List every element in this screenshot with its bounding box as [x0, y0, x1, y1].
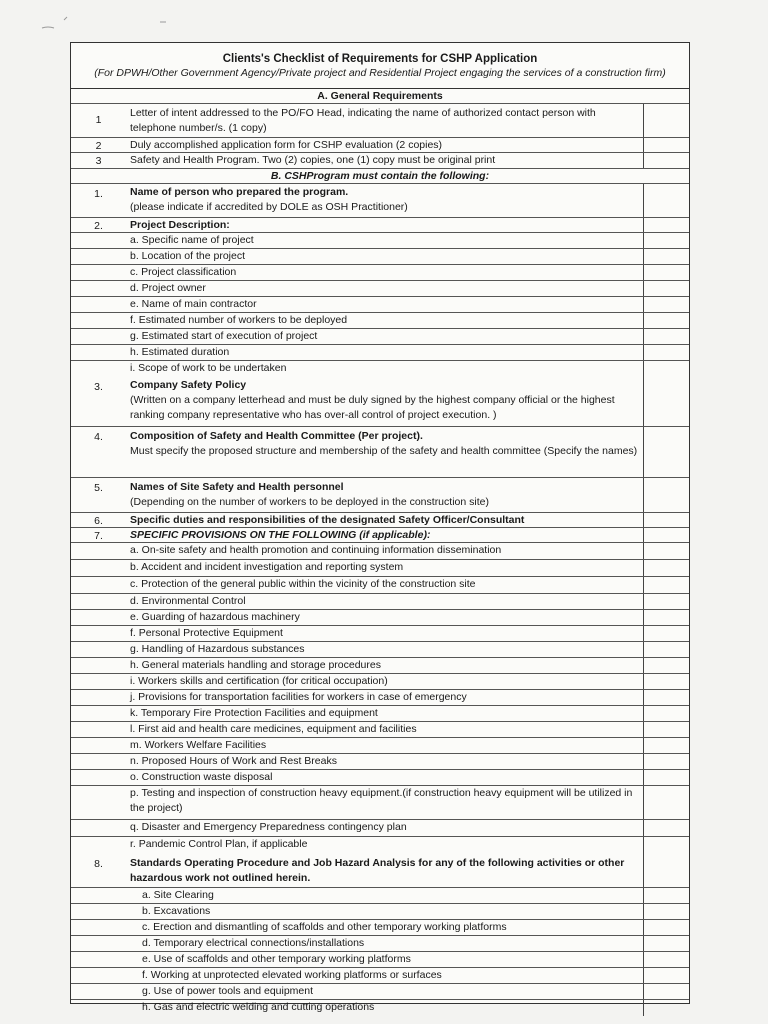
sub-item-text: d. Temporary electrical connections/installations [142, 937, 365, 949]
table-row [71, 674, 689, 690]
sub-item-text: h. Gas and electric welding and cutting operations [142, 1001, 375, 1013]
item-number: 1. [94, 188, 103, 200]
sub-item-text: b. Excavations [142, 905, 211, 917]
checkbox-cell[interactable] [643, 138, 689, 152]
item-number: 7. [94, 530, 103, 542]
item-note: (Depending on the number of workers to be deployed in the construction site) [130, 496, 489, 508]
checkbox-cell[interactable] [643, 218, 689, 232]
item-number-blank [71, 361, 126, 377]
item-number-blank [71, 904, 126, 919]
item-number-blank [71, 577, 126, 593]
item-number: 6. [94, 515, 103, 527]
item-number-blank [71, 706, 126, 721]
checkbox-cell[interactable] [643, 837, 689, 854]
table-row [71, 904, 689, 920]
table-row [71, 560, 689, 577]
item-text: Project Description: [130, 219, 230, 231]
item-number-blank [71, 968, 126, 983]
specific-provisions-list [71, 543, 689, 854]
item-number-blank [71, 594, 126, 609]
item-number-blank [71, 820, 126, 836]
table-row [71, 513, 689, 528]
sub-item-text: g. Handling of Hazardous substances [130, 643, 305, 655]
item-number-blank [71, 658, 126, 673]
sub-item-text: e. Use of scaffolds and other temporary working platforms [142, 953, 411, 965]
sub-item-text: r. Pandemic Control Plan, if applicable [130, 838, 308, 850]
table-row [71, 104, 689, 138]
item-note: (please indicate if accredited by DOLE as OSH Practitioner) [130, 201, 408, 213]
checkbox-cell[interactable] [643, 936, 689, 951]
table-row [71, 265, 689, 281]
checkbox-cell[interactable] [643, 706, 689, 721]
item-number-blank [71, 610, 126, 625]
table-row [71, 786, 689, 820]
item-number-blank [71, 837, 126, 854]
checkbox-cell[interactable] [643, 904, 689, 919]
form-header [71, 43, 689, 89]
item-number: 2. [94, 220, 103, 232]
checkbox-cell[interactable] [643, 674, 689, 689]
item-text: Duly accomplished application form for CSHP evaluation (2 copies) [130, 139, 443, 151]
table-row [71, 233, 689, 249]
checkbox-cell[interactable] [643, 642, 689, 657]
table-row [71, 770, 689, 786]
checkbox-cell[interactable] [643, 610, 689, 625]
table-row [71, 249, 689, 265]
table-row [71, 610, 689, 626]
item-number-blank [71, 936, 126, 951]
section-b-heading [71, 169, 689, 184]
item-number: 8. [94, 858, 103, 870]
item-text: Name of person who prepared the program. [130, 186, 349, 198]
table-row [71, 377, 689, 427]
table-row [71, 984, 689, 1000]
item-content [126, 377, 643, 426]
checkbox-cell[interactable] [643, 377, 689, 426]
item-number-blank [71, 674, 126, 689]
sop-activities-list [71, 888, 689, 1016]
item-number-blank [71, 786, 126, 819]
item-number-blank [71, 626, 126, 641]
item-number-blank [71, 345, 126, 360]
sub-item-text: f. Personal Protective Equipment [130, 627, 283, 639]
table-row [71, 738, 689, 754]
table-row [71, 936, 689, 952]
item-number-blank [71, 249, 126, 264]
item-number-blank [71, 313, 126, 328]
table-row [71, 528, 689, 543]
item-number-blank [71, 265, 126, 280]
sub-item-text: a. On-site safety and health promotion and continuing information dissemination [130, 544, 502, 556]
table-row [71, 361, 689, 377]
checkbox-cell[interactable] [643, 770, 689, 785]
item-content [126, 427, 643, 477]
sub-item-text: i. Workers skills and certification (for critical occupation) [130, 675, 388, 687]
sub-item-text: a. Site Clearing [142, 889, 214, 901]
checkbox-cell[interactable] [643, 968, 689, 983]
table-row [71, 968, 689, 984]
sub-item-text: b. Location of the project [130, 250, 245, 262]
form-title: Clients's Checklist of Requirements for CSHP Application [222, 53, 538, 65]
table-row [71, 952, 689, 968]
table-row [71, 329, 689, 345]
checklist-form [70, 42, 690, 1013]
sub-item-text: m. Workers Welfare Facilities [130, 739, 267, 751]
checkbox-cell[interactable] [643, 952, 689, 967]
item-number: 1 [95, 114, 102, 126]
table-row [71, 642, 689, 658]
table-row [71, 313, 689, 329]
checkbox-cell[interactable] [643, 478, 689, 512]
item-number-blank [71, 920, 126, 935]
scan-artifact-marks [40, 14, 190, 34]
item-number-blank [71, 722, 126, 737]
checkbox-cell[interactable] [643, 513, 689, 527]
sub-item-text: f. Working at unprotected elevated working platforms or surfaces [142, 969, 442, 981]
sub-item-text: h. Estimated duration [130, 346, 230, 358]
checkbox-cell[interactable] [643, 265, 689, 280]
sub-item-text: f. Estimated number of workers to be deployed [130, 314, 348, 326]
table-row [71, 138, 689, 153]
table-row [71, 820, 689, 837]
item-number: 3. [94, 381, 103, 393]
item-number-blank [71, 738, 126, 753]
checkbox-cell[interactable] [643, 329, 689, 344]
item-text: Specific duties and responsibilities of the designated Safety Officer/Consultant [130, 514, 525, 526]
sub-item-text: l. First aid and health care medicines, equipment and facilities [130, 723, 417, 735]
sub-item-text: k. Temporary Fire Protection Facilities and equipment [130, 707, 378, 719]
checkbox-cell[interactable] [643, 184, 689, 217]
item-number: 5. [94, 482, 103, 494]
checkbox-cell[interactable] [643, 528, 689, 542]
sub-item-text: a. Specific name of project [130, 234, 254, 246]
table-row [71, 722, 689, 738]
table-row [71, 888, 689, 904]
sub-item-text: c. Project classification [130, 266, 237, 278]
checkbox-cell[interactable] [643, 153, 689, 168]
item-number: 3 [95, 155, 102, 167]
item-text: Composition of Safety and Health Committee (Per project). [130, 430, 423, 442]
item-number-blank [71, 690, 126, 705]
table-row [71, 854, 689, 888]
table-row [71, 427, 689, 478]
item-number-blank [71, 642, 126, 657]
sub-item-text: g. Use of power tools and equipment [142, 985, 314, 997]
checkbox-cell[interactable] [643, 313, 689, 328]
checkbox-cell[interactable] [643, 754, 689, 769]
table-row [71, 184, 689, 218]
checkbox-cell[interactable] [643, 658, 689, 673]
checkbox-cell[interactable] [643, 820, 689, 836]
item-content [126, 478, 643, 512]
form-subtitle: (For DPWH/Other Government Agency/Private project and Residential Project engaging the services of a construction firm) [94, 67, 666, 79]
checkbox-cell[interactable] [643, 345, 689, 360]
sub-item-text: p. Testing and inspection of construction heavy equipment.(if construction heavy equipment will be utilized in the project) [130, 787, 633, 814]
item-number-blank [71, 329, 126, 344]
item-number-blank [71, 1000, 126, 1016]
checkbox-cell[interactable] [643, 361, 689, 377]
checkbox-cell[interactable] [643, 543, 689, 559]
sub-item-text: b. Accident and incident investigation and reporting system [130, 561, 404, 573]
checkbox-cell[interactable] [643, 888, 689, 903]
sub-item-text: i. Scope of work to be undertaken [130, 362, 287, 374]
sub-item-text: g. Estimated start of execution of project [130, 330, 318, 342]
checkbox-cell[interactable] [643, 233, 689, 248]
table-row [71, 594, 689, 610]
section-a-heading [71, 89, 689, 104]
item-note: (Written on a company letterhead and must be duly signed by the highest company official or the highest ranking company representative who has over-all control of project execution. ) [130, 394, 615, 421]
table-row [71, 754, 689, 770]
checkbox-cell[interactable] [643, 690, 689, 705]
item-number-blank [71, 984, 126, 999]
item-text: SPECIFIC PROVISIONS ON THE FOLLOWING (if applicable): [130, 529, 431, 541]
checkbox-cell[interactable] [643, 920, 689, 935]
table-row [71, 837, 689, 854]
table-row [71, 543, 689, 560]
sub-item-text: e. Name of main contractor [130, 298, 257, 310]
item-note: Must specify the proposed structure and membership of the safety and health committee (Specify the names) [130, 445, 638, 457]
sub-item-text: j. Provisions for transportation facilities for workers in case of emergency [130, 691, 467, 703]
item-content [126, 184, 643, 217]
sub-item-text: h. General materials handling and storage procedures [130, 659, 381, 671]
item-number-blank [71, 543, 126, 559]
table-row [71, 920, 689, 936]
item-number-blank [71, 560, 126, 576]
sub-item-text: o. Construction waste disposal [130, 771, 273, 783]
item-text: Company Safety Policy [130, 379, 247, 391]
sub-item-text: d. Environmental Control [130, 595, 246, 607]
sub-item-text: c. Erection and dismantling of scaffolds and other temporary working platforms [142, 921, 507, 933]
item-number: 4. [94, 431, 103, 443]
checkbox-cell[interactable] [643, 249, 689, 264]
sub-item-text: d. Project owner [130, 282, 206, 294]
project-description-list [71, 233, 689, 377]
checkbox-cell[interactable] [643, 560, 689, 576]
checkbox-cell[interactable] [643, 104, 689, 137]
table-row [71, 297, 689, 313]
table-row [71, 281, 689, 297]
item-number-blank [71, 952, 126, 967]
sub-item-text: e. Guarding of hazardous machinery [130, 611, 300, 623]
table-row [71, 577, 689, 594]
checkbox-cell[interactable] [643, 281, 689, 296]
item-text: Safety and Health Program. Two (2) copies, one (1) copy must be original print [130, 154, 496, 166]
table-row [71, 626, 689, 642]
checkbox-cell[interactable] [643, 626, 689, 641]
checkbox-cell[interactable] [643, 738, 689, 753]
checkbox-cell[interactable] [643, 984, 689, 999]
sub-item-text: n. Proposed Hours of Work and Rest Breaks [130, 755, 337, 767]
checkbox-cell[interactable] [643, 577, 689, 593]
sub-item-text: q. Disaster and Emergency Preparedness contingency plan [130, 821, 407, 833]
table-row [71, 1000, 689, 1016]
checkbox-cell[interactable] [643, 594, 689, 609]
table-row [71, 706, 689, 722]
section-a-heading-text: A. General Requirements [317, 90, 443, 102]
item-number-blank [71, 770, 126, 785]
item-text: Letter of intent addressed to the PO/FO Head, indicating the name of authorized contact person with telephone number/s. (1 copy) [130, 107, 596, 134]
table-row [71, 153, 689, 169]
checkbox-cell[interactable] [643, 297, 689, 312]
table-row [71, 690, 689, 706]
item-number-blank [71, 281, 126, 296]
sub-item-text: c. Protection of the general public within the vicinity of the construction site [130, 578, 476, 590]
item-number: 2 [95, 140, 102, 152]
table-row [71, 658, 689, 674]
checkbox-cell[interactable] [643, 854, 689, 887]
item-number-blank [71, 754, 126, 769]
table-row [71, 345, 689, 361]
item-number-blank [71, 888, 126, 903]
table-row [71, 218, 689, 233]
checkbox-cell[interactable] [643, 786, 689, 819]
section-b-heading-text: B. CSHProgram must contain the following: [270, 170, 490, 182]
checkbox-cell[interactable] [643, 1000, 689, 1016]
checkbox-cell[interactable] [643, 427, 689, 477]
table-row [71, 478, 689, 513]
item-text: Standards Operating Procedure and Job Hazard Analysis for any of the following activities or other hazardous work not outlined herein. [130, 857, 625, 884]
checkbox-cell[interactable] [643, 722, 689, 737]
item-number-blank [71, 233, 126, 248]
item-text: Names of Site Safety and Health personnel [130, 481, 344, 493]
item-number-blank [71, 297, 126, 312]
